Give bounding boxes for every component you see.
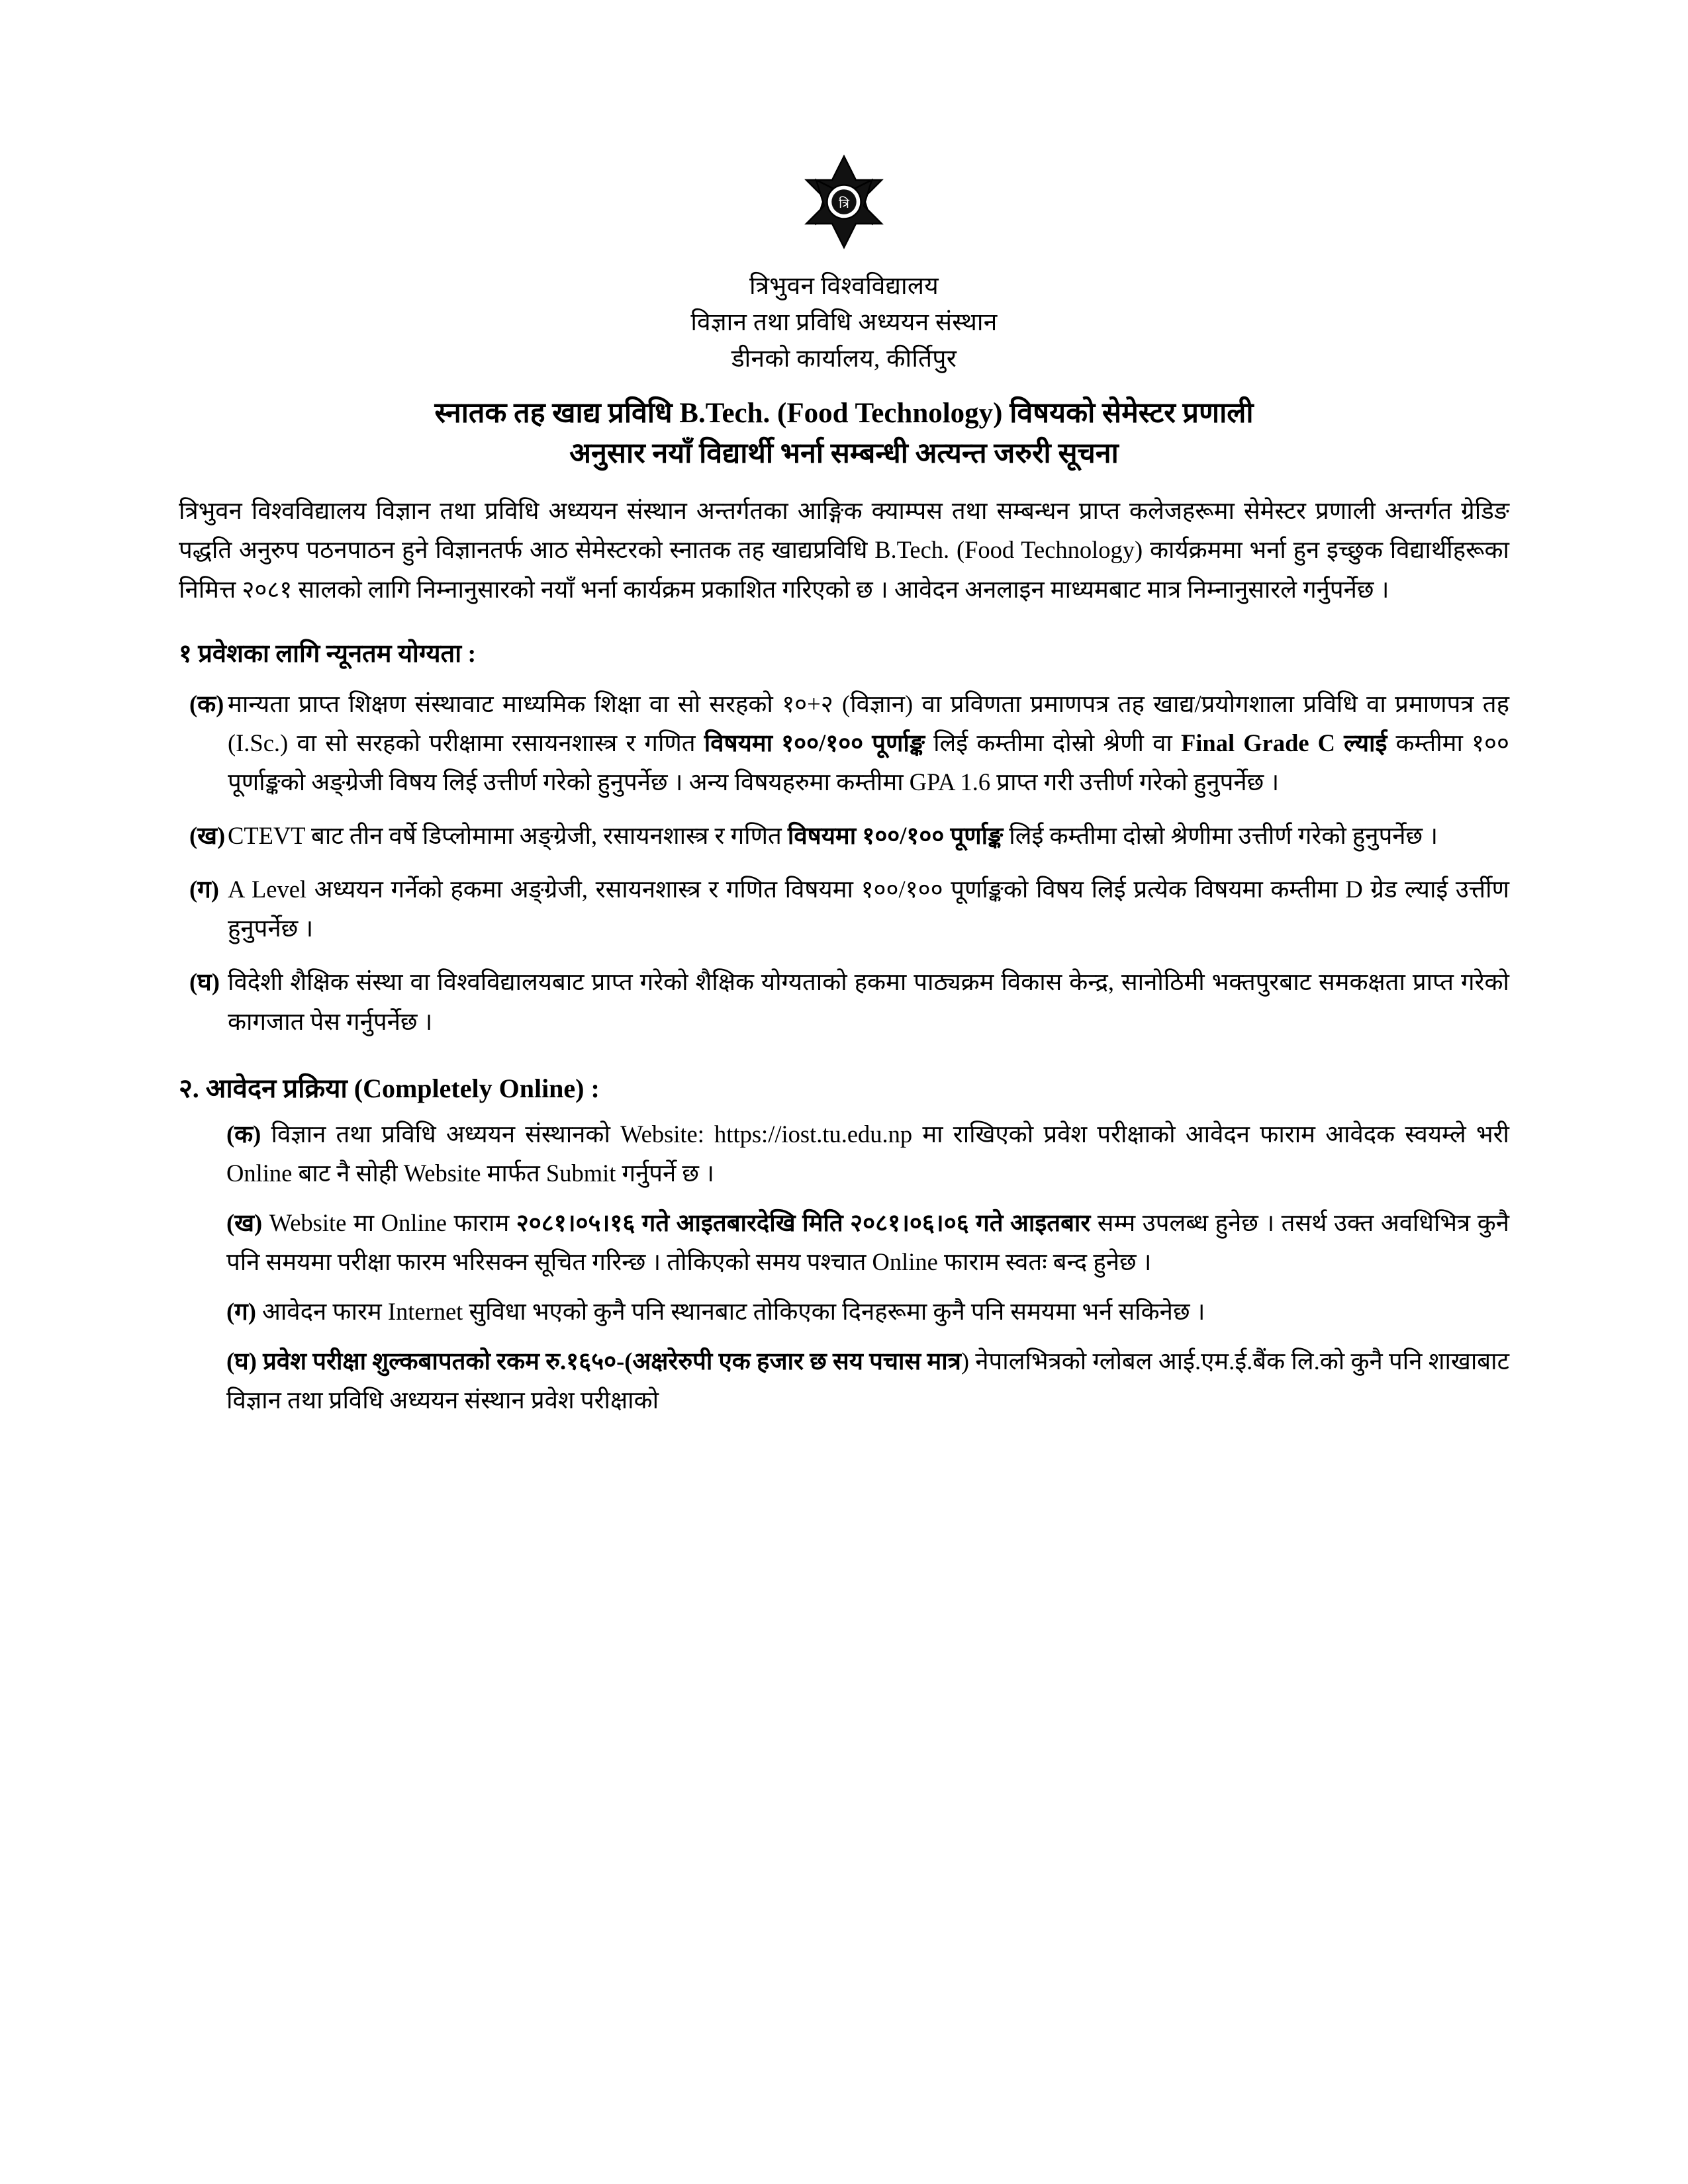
org-line-office: डीनको कार्यालय, कीर्तिपुर: [731, 345, 957, 373]
title-line1-english: B.Tech. (Food Technology): [679, 398, 1003, 430]
list-marker: (क): [226, 1120, 261, 1148]
title-line2: अनुसार नयाँ विद्यार्थी भर्ना सम्बन्धी अत्यन्त जरुरी सूचना: [569, 438, 1119, 470]
text-run: कम्तीमा १०० पूर्णाङ्कको अङ्ग्रेजी विषय लिई उत्तीर्ण गरेको हुनुपर्नेछ । अन्य विषयहरुमा कम्तीमा GPA 1.6 प्राप्त गरी उत्तीर्ण गरेको हुनुपर्नेछ ।: [228, 729, 1509, 796]
page-title: [179, 393, 1509, 474]
section-2-heading-tail: :: [584, 1073, 600, 1103]
organization-header: [179, 269, 1509, 377]
list-item: [226, 1342, 1509, 1420]
text-run: Website मा Online फाराम: [262, 1208, 516, 1236]
section-2-heading-np: २. आवेदन प्रक्रिया: [179, 1073, 354, 1103]
bold-run: विषयमा १००/१०० पूर्णाङ्क: [704, 729, 925, 756]
title-line1-part1: स्नातक तह खाद्य प्रविधि: [434, 398, 680, 430]
bold-run: विषयमा १००/१०० पूर्णाङ्क: [787, 822, 1004, 850]
list-item: [179, 684, 1509, 801]
text-run: आवेदन फारम Internet सुविधा भएको कुनै पनि स्थानबाट तोकिएका दिनहरूमा कुनै पनि समयमा भर्न सकिनेछ ।: [256, 1298, 1205, 1326]
text-run: विज्ञान तथा प्रविधि अध्ययन संस्थानको Website: https://iost.tu.edu.np मा राखिएको प्रवेश परीक्षाको आवेदन फाराम आवेदक स्वयम्ले भरी Online बाट नै सोही Website मार्फत Submit गर्नुपर्ने छ ।: [226, 1120, 1509, 1187]
text-run: CTEVT बाट तीन वर्षे डिप्लोमामा अङ्ग्रेजी, रसायनशास्त्र र गणित: [228, 822, 788, 850]
list-item: [179, 816, 1509, 855]
list-marker: (ख): [189, 822, 226, 850]
list-marker: (ग): [189, 876, 219, 903]
list-marker: (घ): [189, 968, 220, 996]
list-item: [179, 962, 1509, 1040]
text-run: लिई कम्तीमा दोस्रो श्रेणी वा: [924, 729, 1181, 756]
section-2-heading-en: (Completely Online): [353, 1073, 585, 1103]
list-item-body: [228, 684, 1509, 801]
org-line-institute: विज्ञान तथा प्रविधि अध्ययन संस्थान: [690, 308, 998, 336]
bold-run: प्रवेश परीक्षा शुल्कबापतको रकम रु.१६५०-(अक्षरेरुपी एक हजार छ सय पचास मात्र: [256, 1347, 961, 1375]
text-run: सम्म उपलब्ध हुनेछ । तसर्थ उक्त अवधिभित्र कुनै पनि समयमा परीक्षा फारम भरिसक्न सूचित गरिन्छ । तोकिएको समय पश्चात Online फाराम स्वतः बन्द हुनेछ ।: [226, 1208, 1510, 1276]
list-item: [226, 1292, 1509, 1331]
org-line-university: त्रिभुवन विश्वविद्यालय: [749, 273, 939, 300]
list-marker: (क): [189, 690, 224, 717]
list-marker: (घ): [226, 1347, 257, 1375]
emblem-container: [179, 152, 1509, 251]
eligibility-list: [179, 684, 1509, 1041]
list-item-body: A Level अध्ययन गर्नेको हकमा अङ्ग्रेजी, रसायनशास्त्र र गणित विषयमा १००/१०० पूर्णाङ्कको विषय लिई प्रत्येक विषयमा कम्तीमा D ग्रेड ल्याई उर्त्तीण हुनुपर्नेछ ।: [228, 876, 1509, 942]
bold-run: Final Grade C ल्याई: [1180, 729, 1387, 756]
list-item: [179, 870, 1509, 948]
text-run: लिई कम्तीमा दोस्रो श्रेणीमा उत्तीर्ण गरेको हुनुपर्नेछ ।: [1003, 822, 1438, 850]
tribhuvan-university-emblem-icon: [794, 152, 894, 251]
title-line1-part2: विषयको सेमेस्टर प्रणाली: [1002, 398, 1254, 430]
list-item-body: [228, 816, 1509, 855]
list-item-body: विदेशी शैक्षिक संस्था वा विश्वविद्यालयबाट प्राप्त गरेको शैक्षिक योग्यताको हकमा पाठ्यक्रम विकास केन्द्र, सानोठिमी भक्तपुरबाट समकक्षता प्राप्त गरेको कागजात पेस गर्नुपर्नेछ ।: [228, 968, 1509, 1035]
application-process-list: [179, 1115, 1509, 1420]
intro-paragraph: त्रिभुवन विश्वविद्यालय विज्ञान तथा प्रविधि अध्ययन संस्थान अन्तर्गतका आङ्गिक क्याम्पस तथा सम्बन्धन प्राप्त कलेजहरूमा सेमेस्टर प्रणाली अन्तर्गत ग्रेडिङ पद्धति अनुरुप पठनपाठन हुने विज्ञानतर्फ आठ सेमेस्टरको स्नातक तह खाद्यप्रविधि B.Tech. (Food Technology) कार्यक्रममा भर्ना हुन इच्छुक विद्यार्थीहरूका निमित्त २०८१ सालको लागि निम्नानुसारको नयाँ भर्ना कार्यक्रम प्रकाशित गरिएको छ । आवेदन अनलाइन माध्यमबाट मात्र निम्नानुसारले गर्नुपर्नेछ ।: [179, 497, 1509, 603]
list-item: [226, 1203, 1509, 1281]
section-1-heading: १ प्रवेशका लागि न्यूनतम योग्यता :: [179, 639, 477, 668]
text-run: मान्यता प्राप्त शिक्षण संस्थावाट माध्यमिक शिक्षा वा सो सरहको १०+२ (विज्ञान) वा प्रविणता प्रमाणपत्र तह खाद्य/प्रयोगशाला प्रविधि वा प्रमाणपत्र तह (I.Sc.) वा सो सरहको परीक्षामा रसायनशास्त्र र गणित: [228, 690, 1509, 756]
bold-run: २०८१।०५।१६ गते आइतबारदेखि मिति २०८१।०६।०६ गते आइतबार: [516, 1208, 1091, 1236]
list-marker: (ख): [226, 1208, 263, 1236]
section-2-heading: [179, 1069, 1509, 1105]
list-item: [226, 1115, 1509, 1193]
emblem-center-text: त्रि: [839, 196, 849, 211]
list-marker: (ग): [226, 1298, 256, 1326]
text-run: ) नेपालभित्रको ग्लोबल आई.एम.ई.बैंक लि.को कुनै पनि शाखाबाट विज्ञान तथा प्रविधि अध्ययन संस्थान प्रवेश परीक्षाको: [226, 1347, 1509, 1414]
